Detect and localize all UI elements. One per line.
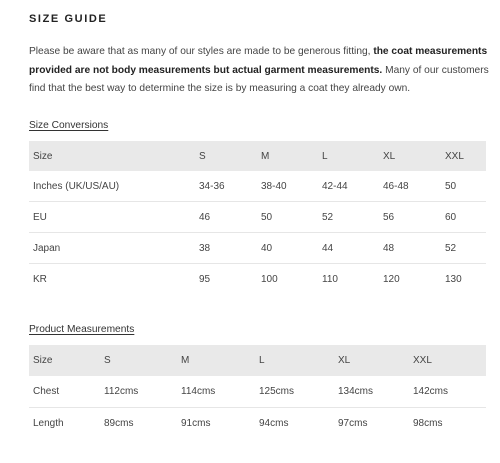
- table-cell: 38: [195, 233, 257, 264]
- table-cell: 114cms: [177, 376, 255, 408]
- table-cell: 142cms: [409, 376, 486, 408]
- intro-text: Please be aware that as many of our styles are made to be generous fitting,: [29, 46, 374, 57]
- table-cell: 40: [257, 233, 318, 264]
- table-cell: 120: [383, 273, 400, 285]
- table-cell: 50: [257, 202, 318, 233]
- table-header-row: [29, 345, 486, 376]
- table-cell: KR: [33, 273, 47, 285]
- table-cell: 38-40: [257, 171, 318, 202]
- header-cell: XXL: [409, 345, 486, 376]
- table-cell: Chest: [29, 376, 100, 408]
- product-measurements-table: [29, 345, 486, 439]
- page-title: SIZE GUIDE: [29, 13, 108, 25]
- header-cell: Size: [29, 141, 195, 171]
- table-cell: 46: [195, 202, 257, 233]
- table-cell: 89cms: [104, 418, 134, 429]
- header-cell: S: [195, 141, 257, 171]
- table-cell: 110: [322, 273, 338, 285]
- intro-text-end: Many of our customers find that the best way to determine the size is by measuring a coat they already own.: [29, 64, 489, 94]
- table-cell: Length: [33, 418, 64, 429]
- table-cell: 44: [318, 233, 379, 264]
- table-cell: 42-44: [318, 171, 379, 202]
- table-cell: 56: [379, 202, 441, 233]
- table-cell: 60: [441, 202, 486, 233]
- header-cell: XL: [334, 345, 409, 376]
- header-cell: Size: [29, 345, 100, 376]
- table-cell: 125cms: [255, 376, 334, 408]
- table-cell: 91cms: [181, 418, 211, 429]
- header-cell: L: [318, 141, 379, 171]
- table-row: [29, 408, 486, 440]
- table-cell: 50: [441, 171, 486, 202]
- table-cell: 94cms: [259, 418, 289, 429]
- table-cell: 34-36: [195, 171, 257, 202]
- header-cell: M: [177, 345, 255, 376]
- table-row: [29, 264, 486, 295]
- intro-bold-text: the coat measurements provided are not body measurements but actual garment measurements.: [29, 46, 488, 76]
- size-conversions-heading: Size Conversions: [29, 120, 109, 131]
- table-cell: 100: [261, 273, 278, 285]
- product-measurements-heading: Product Measurements: [29, 324, 135, 335]
- table-cell: 134cms: [334, 376, 409, 408]
- size-conversions-table: [29, 141, 486, 294]
- table-cell: Japan: [29, 233, 195, 264]
- table-row: [29, 171, 486, 202]
- table-cell: 95: [199, 273, 211, 285]
- table-cell: 52: [441, 233, 486, 264]
- table-row: [29, 202, 486, 233]
- table-row: [29, 376, 486, 408]
- table-cell: 130: [445, 273, 462, 285]
- intro-paragraph: [29, 43, 489, 99]
- header-cell: M: [257, 141, 318, 171]
- table-cell: 48: [379, 233, 441, 264]
- header-cell: XL: [379, 141, 441, 171]
- table-cell: 98cms: [413, 418, 443, 429]
- table-header-row: [29, 141, 486, 171]
- table-cell: Inches (UK/US/AU): [29, 171, 195, 202]
- header-cell: L: [255, 345, 334, 376]
- table-cell: EU: [29, 202, 195, 233]
- table-cell: 97cms: [338, 418, 368, 429]
- header-cell: S: [100, 345, 177, 376]
- table-row: [29, 233, 486, 264]
- table-cell: 52: [318, 202, 379, 233]
- table-cell: 46-48: [379, 171, 441, 202]
- header-cell: XXL: [441, 141, 486, 171]
- table-cell: 112cms: [100, 376, 177, 408]
